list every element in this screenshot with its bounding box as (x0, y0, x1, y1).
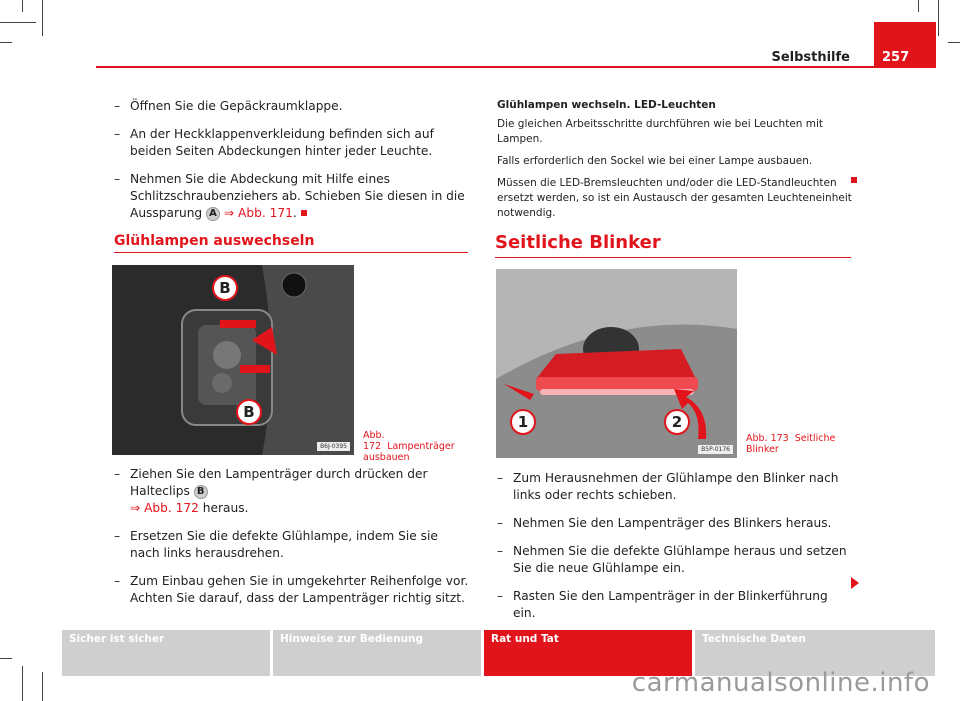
step: – Rasten Sie den Lampenträger in der Blinkerführung ein. (497, 588, 853, 622)
crop-mark (918, 0, 919, 12)
figure-code: B6J-0395 (317, 442, 350, 451)
crop-mark (22, 0, 23, 12)
crop-mark (42, 0, 43, 36)
crop-mark (948, 42, 960, 43)
callout-badge: B (194, 485, 208, 499)
left-top-steps (114, 98, 470, 233)
step: – Zum Herausnehmen der Glühlampe den Blinker nach links oder rechts schieben. (497, 470, 853, 504)
step: – An der Heckklappenverkleidung befinden sich auf beiden Seiten Abdeckungen hinter jeder Leuchte. (114, 126, 470, 160)
figure-code: B5P-0176 (698, 445, 733, 454)
crop-mark (22, 666, 23, 701)
callout-2: 2 (664, 409, 690, 435)
callout-1: 1 (510, 409, 536, 435)
header-rule (96, 66, 936, 68)
footer-tab-help[interactable]: Rat und Tat (484, 630, 692, 676)
figure-reference-link[interactable]: ⇒ Abb. 172 (130, 501, 199, 515)
figure-caption: Abb. 173 Seitliche Blinker (746, 433, 836, 455)
watermark: carmanualsonline.info (631, 668, 930, 698)
end-marker-icon (301, 210, 307, 216)
step: – Öffnen Sie die Gepäckraumklappe. (114, 98, 470, 115)
section-rule (114, 252, 468, 253)
running-header: Selbsthilfe (771, 50, 850, 65)
section-rule (495, 257, 851, 258)
callout-B-bottom: B (236, 399, 262, 425)
crop-mark (42, 672, 43, 701)
page-number: 257 (874, 22, 936, 68)
figure-side-indicator (496, 269, 737, 458)
led-section: Glühlampen wechseln. LED-Leuchten Die gleichen Arbeitsschritte durchführen wie bei Leuchten mit Lampen. Falls erforderlich den Sockel wie bei einer Lampe ausbauen. Müssen die LED-Bremsleuchten und/oder die LED-Standleuchten ersetzt werden, so ist ein Austausch der gesamten Leuchteneinheit notwendig. (497, 99, 852, 219)
step: – Nehmen Sie den Lampenträger des Blinkers heraus. (497, 515, 853, 532)
footer-tab-safety[interactable]: Sicher ist sicher (62, 630, 270, 676)
continue-arrow-icon (851, 577, 859, 589)
callout-B-top: B (212, 275, 238, 301)
right-steps (497, 470, 853, 633)
figure-caption: Abb. 172 Lampenträger ausbauen (363, 430, 455, 463)
crop-mark (0, 658, 12, 659)
section-title: Seitliche Blinker (495, 232, 661, 253)
end-marker-icon (851, 177, 857, 183)
crop-mark (0, 22, 36, 23)
step: – Ziehen Sie den Lampenträger durch drücken der Halteclips B ⇒ Abb. 172 heraus. (114, 466, 470, 517)
callout-badge: A (206, 207, 220, 221)
crop-mark (0, 42, 12, 43)
step: – Nehmen Sie die defekte Glühlampe heraus und setzen Sie die neue Glühlampe ein. (497, 543, 853, 577)
left-bottom-steps (114, 466, 470, 618)
footer-tab-technical[interactable]: Technische Daten (695, 630, 935, 676)
footer-tab-operation[interactable]: Hinweise zur Bedienung (273, 630, 481, 676)
figure-reference-link[interactable]: ⇒ Abb. 171 (223, 206, 293, 220)
step: – Ersetzen Sie die defekte Glühlampe, indem Sie sie nach links herausdrehen. (114, 528, 470, 562)
section-title: Glühlampen auswechseln (114, 233, 315, 249)
step: – Zum Einbau gehen Sie in umgekehrter Reihenfolge vor. Achten Sie darauf, dass der Lampenträger richtig sitzt. (114, 573, 470, 607)
crop-mark (938, 0, 939, 36)
figure-lamp-holder (112, 265, 354, 455)
led-title: Glühlampen wechseln. LED-Leuchten (497, 99, 716, 111)
step: – Nehmen Sie die Abdeckung mit Hilfe eines Schlitzschraubenziehers ab. Schieben Sie diesen in die Aussparung A ⇒ Abb. 171. (114, 171, 470, 222)
